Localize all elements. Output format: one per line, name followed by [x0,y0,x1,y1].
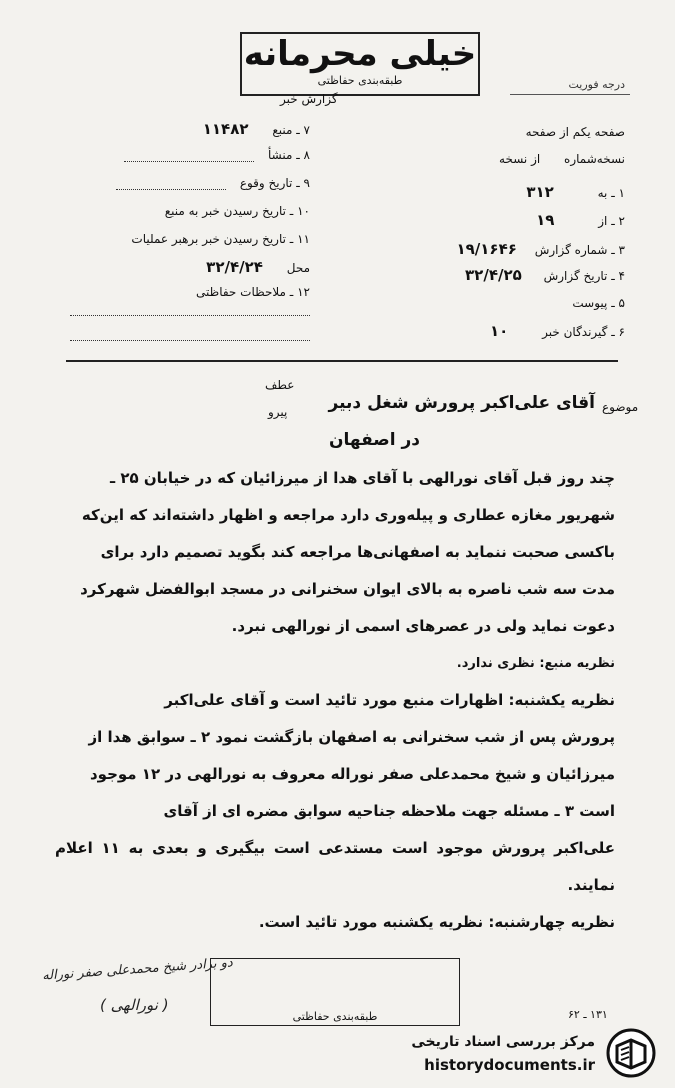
field-source-value: ۱۱۴۸۲ [202,120,249,138]
subject-line2: در اصفهان [328,430,420,450]
priority-line [510,94,630,95]
body-line: باکسی صحبت ننماید به اصفهانی‌ها مراجعه کند بگوید تصمیم دارد برای [100,543,615,561]
body-line: شهریور مغازه عطاری و پیله‌وری دارد مراجعه و اظهار داشته‌اند که این‌که [81,506,615,524]
handwritten-note-line2: ( نورالهی ) [100,996,169,1014]
peyro-label: پیرو [268,405,288,419]
field-from: ۲ ـ از ۱۹ [536,211,625,229]
field-source: ۷ ـ منبع ۱۱۴۸۲ [202,120,310,138]
body-line: چند روز قبل آقای نورالهی با آقای هدا از میرزائیان که در خیابان ۲۵ ـ [109,469,615,487]
atf-label: عطف [265,378,295,392]
body-line: نظریه چهارشنبه: نظریه یکشنبه مورد تائید است. [258,913,615,931]
stamp-title: خیلی محرمانه [243,34,477,74]
field-received-by-leader: ۱۱ ـ تاریخ رسیدن خبر برهبر عملیات [131,232,310,246]
field-protective-notes: ۱۲ ـ ملاحظات حفاظتی [196,285,310,299]
field-location: محل ۳۲/۴/۲۴ [206,258,310,276]
subject-line1: آقای علی‌اکبر پرورش شغل دبیر [328,393,595,413]
field-recipients-value: ۱۰ [490,322,509,340]
archive-name: مرکز بررسی اسناد تاریخی [411,1034,595,1050]
header-divider [66,360,618,362]
classification-stamp [240,32,480,96]
field-location-value: ۳۲/۴/۲۴ [206,258,263,276]
body-line: نظریه منبع: نظری ندارد. [456,656,615,671]
bottom-classification-stamp [210,958,460,1026]
field-occurrence-date: ۹ ـ تاریخ وقوع [70,176,310,190]
report-body [55,460,615,941]
archive-logo-icon [605,1028,657,1078]
field-report-number-value: ۱۹/۱۶۴۶ [456,240,517,258]
handwritten-note-line1: دو برادر شیخ محمدعلی صفر نوراله [41,955,234,984]
field-recipients: ۶ ـ گیرندگان خبر ۱۰ [490,322,625,340]
priority-label: درجه فوریت [568,78,625,91]
field-to: ۱ ـ به ۳۱۲ [526,183,625,201]
field-to-value: ۳۱۲ [526,183,554,201]
field-report-number: ۳ ـ شماره گزارش ۱۹/۱۶۴۶ [456,240,625,258]
field-page: صفحه یکم از صفحه [525,125,625,139]
document-number: ۱۳۱ ـ ۶۲ [568,1008,608,1021]
field-received-by-source: ۱۰ ـ تاریخ رسیدن خبر به منبع [164,204,310,218]
bottom-stamp-label: طبقه‌بندی حفاظتی [292,1010,378,1023]
body-line: مدت سه شب ناصره به بالای ایوان سخنرانی در مسجد ابوالفضل شهرکرد [80,580,615,598]
stamp-subtitle: طبقه‌بندی حفاظتی [317,74,403,87]
body-line: پرورش پس از شب سخنرانی به اصفهان بازگشت نمود ۲ ـ سوابق هدا از [88,728,615,746]
field-report-date: ۴ ـ تاریخ گزارش ۳۲/۴/۲۵ [465,266,625,284]
body-line: نظریه یکشنبه: اظهارات منبع مورد تائید است و آقای علی‌اکبر [164,691,615,709]
field-report-date-value: ۳۲/۴/۲۵ [465,266,522,284]
report-label: گزارش خبر [280,92,338,106]
subject-label: موضوع [602,400,639,414]
field-attachment: ۵ ـ پیوست [572,296,625,310]
body-line: است ۳ ـ مسئله جهت ملاحظه جناحیه سوابق مضره ای از آقای [163,802,615,820]
field-origin: ۸ ـ منشأ [70,148,310,162]
body-line: دعوت نماید ولی در عصرهای اسمی از نورالهی نبرد. [231,617,615,635]
body-line: میرزائیان و شیخ محمدعلی صفر نوراله معروف به نورالهی در ۱۲ موجود [89,765,615,783]
body-line: علی‌اکبر پرورش موجود است مستدعی است بیگیری و بعدی به ۱۱ اعلام نمایند. [55,839,616,894]
field-from-value: ۱۹ [536,211,555,229]
field-copy-number: نسخه‌شماره از نسخه [499,152,625,166]
archive-url: historydocuments.ir [424,1056,595,1074]
